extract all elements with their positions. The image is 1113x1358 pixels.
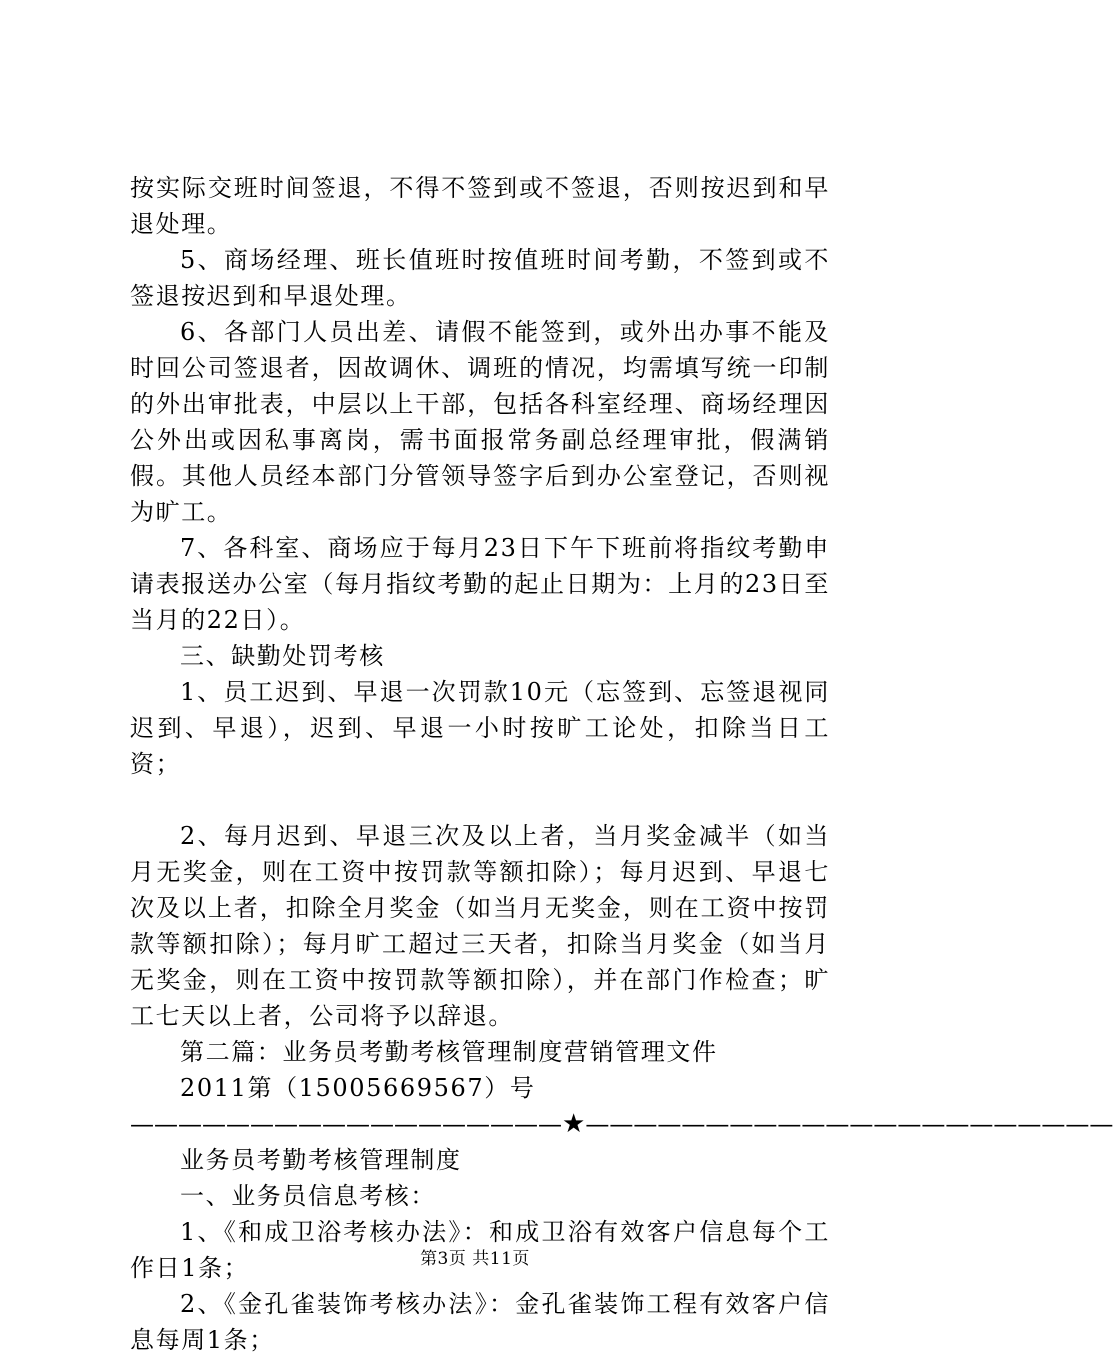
chapter-title: 第二篇：业务员考勤考核管理制度营销管理文件	[180, 1038, 718, 1066]
star-icon: ★	[562, 1109, 586, 1139]
document-number: 2011第（15005669567）号	[180, 1074, 536, 1102]
document-title: 业务员考勤考核管理制度	[180, 1146, 462, 1174]
paragraph: 7、各科室、商场应于每月23日下午下班前将指纹考勤申请表报送办公室（每月指纹考勤的起止日期为：上月的23日至当月的22日）。	[130, 534, 830, 634]
paragraph: 6、各部门人员出差、请假不能签到，或外出办事不能及时回公司签退者，因故调休、调班的情况，均需填写统一印制的外出审批表，中层以上干部，包括各科室经理、商场经理因公外出或因私事离岗，需书面报常务副总经理审批，假满销假。其他人员经本部门分管领导签字后到办公室登记，否则视为旷工。	[130, 318, 830, 526]
divider-line-right: ——————————————————————	[585, 1110, 1113, 1138]
document-body	[130, 170, 1113, 1358]
divider-line-left: ——————————————————	[130, 1110, 562, 1138]
page-footer: 第3页 共11页	[420, 1249, 530, 1269]
section-heading: 一、业务员信息考核：	[180, 1182, 436, 1210]
blank-line	[130, 782, 830, 818]
paragraph: 1、员工迟到、早退一次罚款10元（忘签到、忘签退视同迟到、早退），迟到、早退一小时按旷工论处，扣除当日工资；	[130, 678, 830, 778]
section-heading: 三、缺勤处罚考核	[180, 642, 385, 670]
paragraph: 5、商场经理、班长值班时按值班时间考勤，不签到或不签退按迟到和早退处理。	[130, 246, 830, 310]
star-divider	[130, 1106, 1113, 1142]
paragraph: 2、《金孔雀装饰考核办法》：金孔雀装饰工程有效客户信息每周1条；	[130, 1290, 830, 1354]
paragraph: 1、《和成卫浴考核办法》：和成卫浴有效客户信息每个工作日1条；	[130, 1218, 830, 1282]
paragraph: 2、每月迟到、早退三次及以上者，当月奖金减半（如当月无奖金，则在工资中按罚款等额扣除）；每月迟到、早退七次及以上者，扣除全月奖金（如当月无奖金，则在工资中按罚款等额扣除）；每月旷工超过三天者，扣除当月奖金（如当月无奖金，则在工资中按罚款等额扣除），并在部门作检查；旷工七天以上者，公司将予以辞退。	[130, 822, 830, 1030]
paragraph: 按实际交班时间签退，不得不签到或不签退，否则按迟到和早退处理。	[130, 174, 830, 238]
